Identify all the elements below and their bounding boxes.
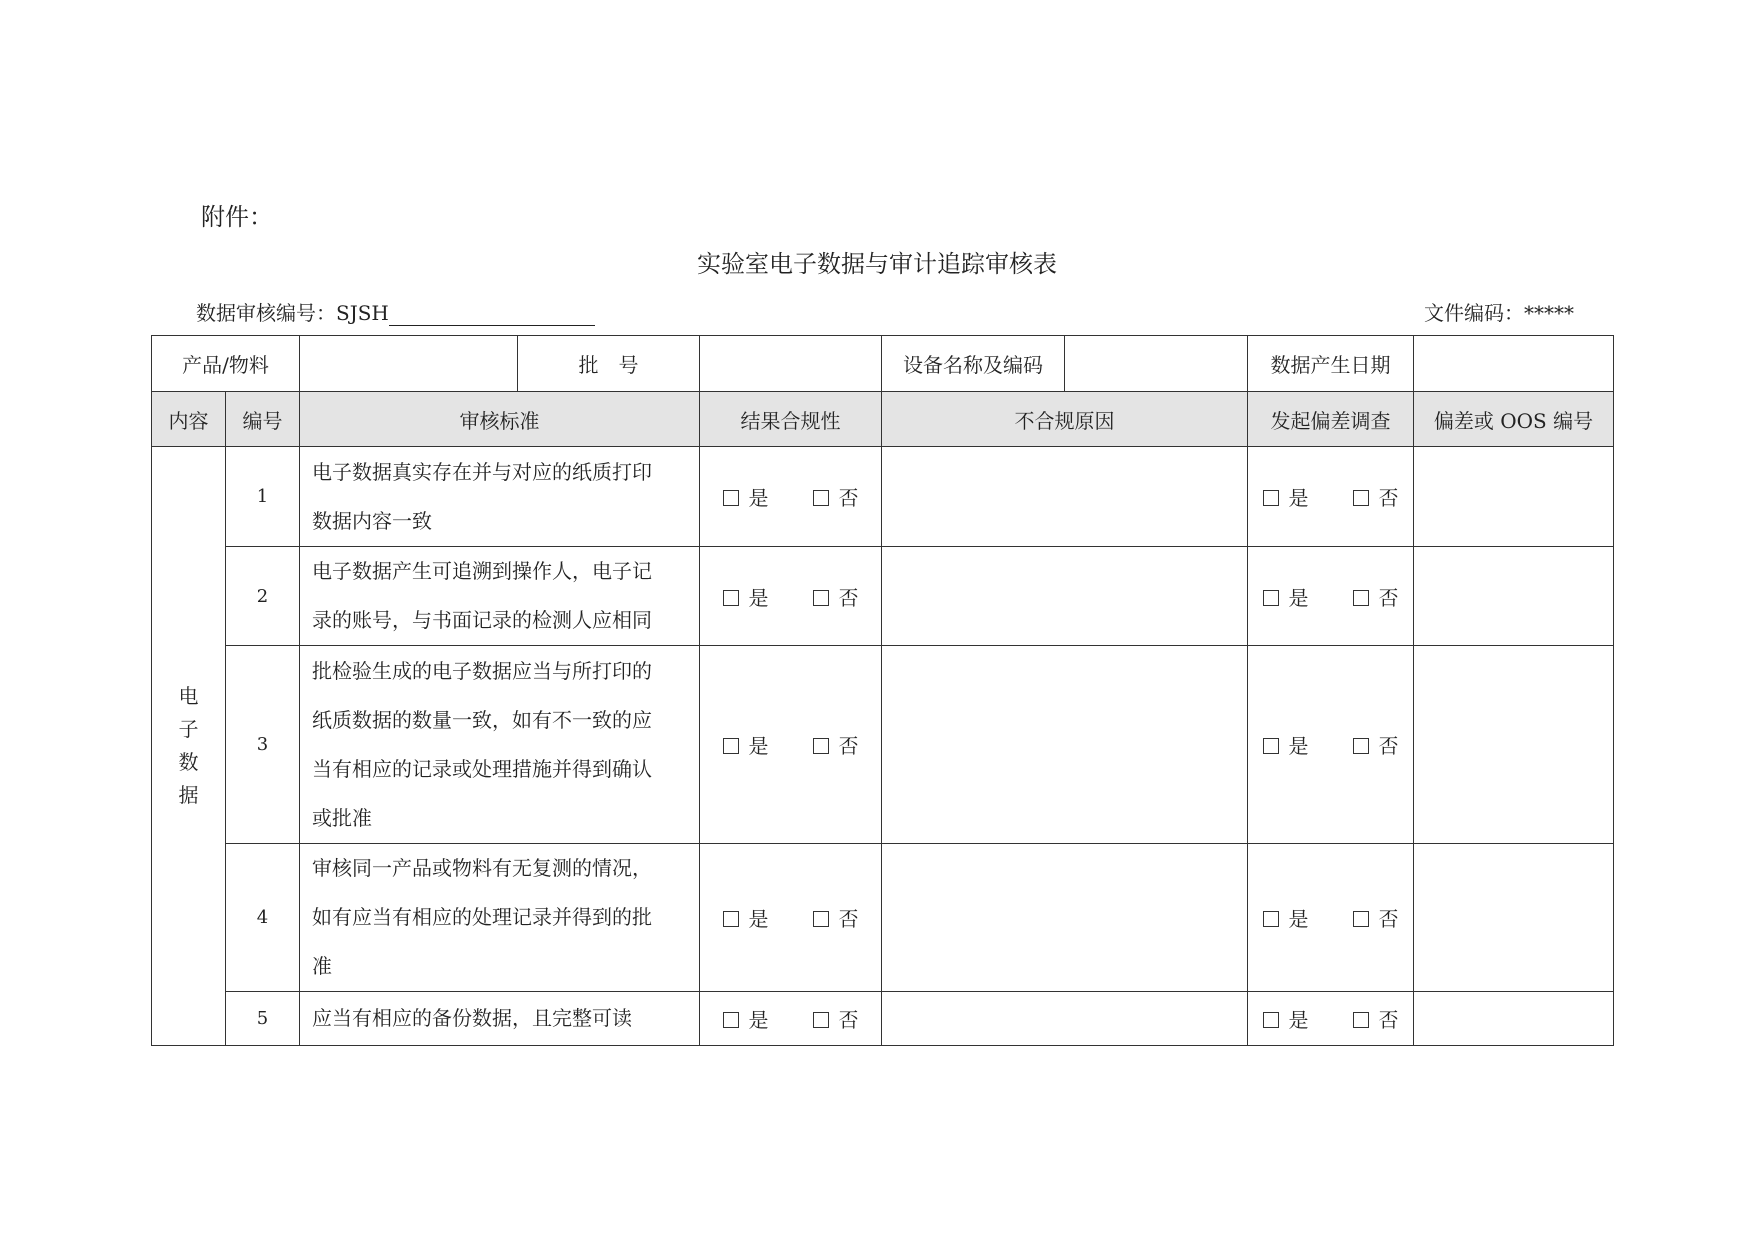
compliance-cell [700, 547, 882, 646]
deviation-yes-label: 是 [1288, 907, 1309, 931]
compliance-no-label: 否 [838, 486, 859, 510]
info-row [152, 336, 1614, 392]
criteria-text [300, 646, 700, 844]
oos-cell[interactable] [1414, 992, 1614, 1046]
reason-cell[interactable] [882, 646, 1248, 844]
review-number-label: 数据审核编号：SJSH [196, 301, 389, 325]
compliance-yes-label: 是 [748, 486, 769, 510]
product-label: 产品/物料 [152, 336, 300, 392]
compliance-no-checkbox[interactable] [813, 1012, 829, 1028]
compliance-no-label: 否 [838, 585, 859, 610]
deviation-no-label: 否 [1378, 907, 1399, 931]
section-char: 电 [178, 684, 199, 708]
section-char: 据 [178, 783, 199, 807]
table-row [152, 646, 1614, 844]
batch-label: 批 号 [518, 336, 700, 392]
criteria-line: 电子数据真实存在并与对应的纸质打印 [312, 459, 652, 484]
compliance-yes-label: 是 [748, 734, 769, 758]
deviation-no-checkbox[interactable] [1353, 738, 1369, 754]
header-criteria: 审核标准 [300, 392, 700, 447]
section-label-cell [152, 447, 226, 1046]
criteria-text [300, 844, 700, 992]
deviation-no-label: 否 [1378, 734, 1399, 758]
criteria-line: 当有相应的记录或处理措施并得到确认 [312, 756, 652, 781]
row-number: 3 [226, 646, 300, 844]
compliance-cell [700, 447, 882, 547]
criteria-line: 如有应当有相应的处理记录并得到的批 [312, 905, 652, 929]
table-row [152, 844, 1614, 992]
review-number [196, 297, 595, 326]
section-char: 数 [178, 750, 199, 774]
compliance-cell [700, 844, 882, 992]
section-char: 子 [178, 717, 199, 741]
compliance-yes-checkbox[interactable] [723, 490, 739, 506]
criteria-line: 批检验生成的电子数据应当与所打印的 [312, 658, 652, 683]
compliance-cell [700, 992, 882, 1046]
deviation-yes-label: 是 [1288, 734, 1309, 758]
deviation-yes-checkbox[interactable] [1263, 1012, 1279, 1028]
oos-cell[interactable] [1414, 646, 1614, 844]
deviation-cell [1248, 646, 1414, 844]
date-label: 数据产生日期 [1248, 336, 1414, 392]
oos-cell[interactable] [1414, 844, 1614, 992]
row-number: 5 [226, 992, 300, 1046]
oos-cell[interactable] [1414, 447, 1614, 547]
deviation-yes-label: 是 [1288, 585, 1309, 610]
compliance-yes-label: 是 [748, 907, 769, 931]
header-reason: 不合规原因 [882, 392, 1248, 447]
attachment-label: 附件： [201, 203, 273, 231]
oos-cell[interactable] [1414, 547, 1614, 646]
criteria-line: 或批准 [312, 805, 372, 830]
criteria-text [300, 992, 700, 1046]
compliance-yes-checkbox[interactable] [723, 590, 739, 606]
deviation-no-checkbox[interactable] [1353, 1012, 1369, 1028]
deviation-yes-checkbox[interactable] [1263, 738, 1279, 754]
deviation-no-checkbox[interactable] [1353, 590, 1369, 606]
deviation-yes-checkbox[interactable] [1263, 911, 1279, 927]
compliance-yes-checkbox[interactable] [723, 738, 739, 754]
row-number: 1 [226, 447, 300, 547]
criteria-line: 准 [312, 954, 332, 978]
compliance-no-label: 否 [838, 907, 859, 931]
header-deviation: 发起偏差调查 [1248, 392, 1414, 447]
criteria-line: 数据内容一致 [312, 508, 432, 533]
date-value-cell[interactable] [1414, 336, 1614, 392]
criteria-line: 审核同一产品或物料有无复测的情况， [312, 856, 652, 880]
table-row [152, 992, 1614, 1046]
reason-cell[interactable] [882, 844, 1248, 992]
header-oos: 偏差或 OOS 编号 [1414, 392, 1614, 447]
product-value-cell[interactable] [300, 336, 518, 392]
deviation-yes-checkbox[interactable] [1263, 590, 1279, 606]
deviation-no-label: 否 [1378, 1008, 1399, 1032]
header-compliance: 结果合规性 [700, 392, 882, 447]
deviation-yes-checkbox[interactable] [1263, 490, 1279, 506]
equipment-label: 设备名称及编码 [882, 336, 1065, 392]
compliance-no-label: 否 [838, 1008, 859, 1032]
reason-cell[interactable] [882, 547, 1248, 646]
row-number: 2 [226, 547, 300, 646]
review-number-blank[interactable] [389, 303, 595, 326]
reason-cell[interactable] [882, 992, 1248, 1046]
reason-cell[interactable] [882, 447, 1248, 547]
equipment-value-cell[interactable] [1065, 336, 1248, 392]
deviation-yes-label: 是 [1288, 1008, 1309, 1032]
compliance-cell [700, 646, 882, 844]
header-content: 内容 [152, 392, 226, 447]
deviation-no-label: 否 [1378, 486, 1399, 510]
compliance-yes-label: 是 [748, 1008, 769, 1032]
compliance-no-checkbox[interactable] [813, 490, 829, 506]
deviation-yes-label: 是 [1288, 486, 1309, 510]
deviation-no-label: 否 [1378, 585, 1399, 610]
compliance-yes-checkbox[interactable] [723, 1012, 739, 1028]
compliance-yes-label: 是 [748, 585, 769, 610]
criteria-line: 纸质数据的数量一致，如有不一致的应 [312, 707, 652, 732]
criteria-line: 电子数据产生可追溯到操作人，电子记 [312, 559, 652, 583]
header-row [152, 392, 1614, 447]
compliance-no-checkbox[interactable] [813, 911, 829, 927]
header-no: 编号 [226, 392, 300, 447]
table-row [152, 547, 1614, 646]
table-row [152, 447, 1614, 547]
document-title: 实验室电子数据与审计追踪审核表 [697, 250, 1057, 278]
deviation-no-checkbox[interactable] [1353, 911, 1369, 927]
deviation-no-checkbox[interactable] [1353, 490, 1369, 506]
deviation-cell [1248, 992, 1414, 1046]
compliance-no-checkbox[interactable] [813, 590, 829, 606]
compliance-no-checkbox[interactable] [813, 738, 829, 754]
criteria-text [300, 447, 700, 547]
batch-value-cell[interactable] [700, 336, 882, 392]
audit-table [151, 335, 1614, 1046]
criteria-line: 应当有相应的备份数据，且完整可读 [312, 1006, 632, 1030]
compliance-no-label: 否 [838, 734, 859, 758]
criteria-line: 录的账号，与书面记录的检测人应相同 [312, 608, 652, 632]
deviation-cell [1248, 447, 1414, 547]
criteria-text [300, 547, 700, 646]
deviation-cell [1248, 844, 1414, 992]
compliance-yes-checkbox[interactable] [723, 911, 739, 927]
row-number: 4 [226, 844, 300, 992]
deviation-cell [1248, 547, 1414, 646]
file-code: 文件编码：***** [1424, 301, 1574, 325]
